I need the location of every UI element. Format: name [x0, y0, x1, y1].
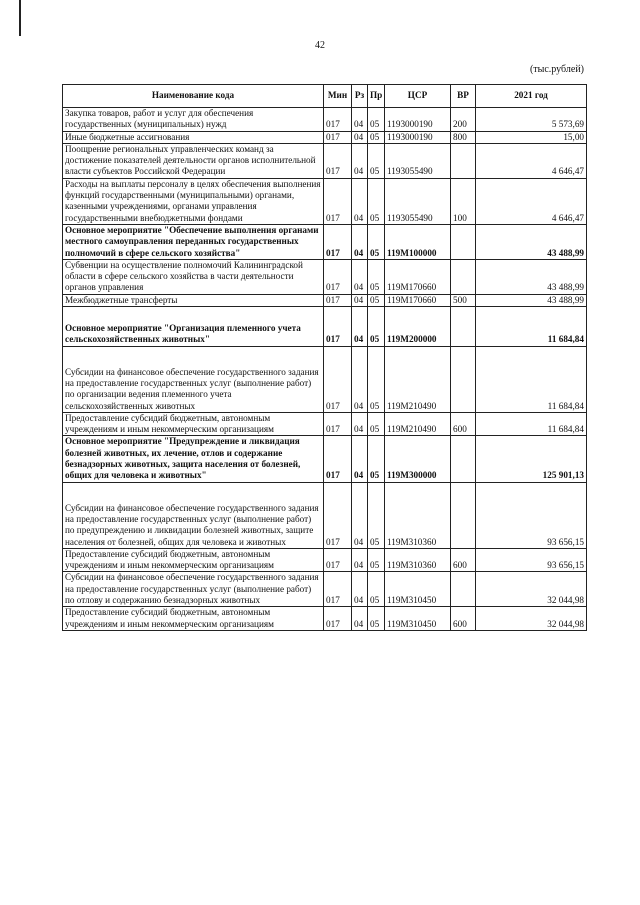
row-vr — [451, 143, 476, 178]
row-vr — [451, 307, 476, 347]
row-amount: 4 646,47 — [476, 178, 587, 224]
col-header-min: Мин — [324, 85, 352, 108]
row-vr: 200 — [451, 108, 476, 132]
row-rz: 04 — [352, 294, 368, 306]
row-amount: 11 684,84 — [476, 307, 587, 347]
row-name: Субвенции на осуществление полномочий Калининградской области в сфере сельского хозяйства в части деятельности органов управления — [63, 259, 324, 294]
row-csr: 119М100000 — [385, 224, 451, 259]
row-csr: 119М310450 — [385, 607, 451, 631]
row-vr — [451, 482, 476, 548]
budget-table — [62, 84, 587, 631]
row-vr — [451, 572, 476, 607]
row-rz: 04 — [352, 143, 368, 178]
row-rz: 04 — [352, 224, 368, 259]
row-amount: 11 684,84 — [476, 346, 587, 412]
row-rz: 04 — [352, 178, 368, 224]
row-name: Субсидии на финансовое обеспечение государственного задания на предоставление государственных услуг (выполнение работ) по предупреждению и ликвидации болезней животных, защите населения от болезней, общих для человека и животных — [63, 482, 324, 548]
row-vr: 800 — [451, 131, 476, 143]
row-rz: 04 — [352, 482, 368, 548]
row-csr: 119М310360 — [385, 548, 451, 572]
row-min: 017 — [324, 178, 352, 224]
row-min: 017 — [324, 224, 352, 259]
row-vr — [451, 224, 476, 259]
row-min: 017 — [324, 294, 352, 306]
table-row — [63, 131, 587, 143]
table-row — [63, 224, 587, 259]
row-pr: 05 — [368, 412, 385, 436]
col-header-rz: Рз — [352, 85, 368, 108]
row-pr: 05 — [368, 131, 385, 143]
table-row — [63, 259, 587, 294]
row-min: 017 — [324, 607, 352, 631]
table-row — [63, 294, 587, 306]
row-amount: 15,00 — [476, 131, 587, 143]
col-header-pr: Пр — [368, 85, 385, 108]
row-csr: 119М170660 — [385, 294, 451, 306]
row-amount: 43 488,99 — [476, 259, 587, 294]
table-row — [63, 307, 587, 347]
row-pr: 05 — [368, 346, 385, 412]
row-name: Предоставление субсидий бюджетным, автономным учреждениям и иным некоммерческим организациям — [63, 412, 324, 436]
row-min: 017 — [324, 346, 352, 412]
row-amount: 93 656,15 — [476, 482, 587, 548]
table-row — [63, 436, 587, 482]
row-rz: 04 — [352, 412, 368, 436]
page-edge-mark — [19, 0, 21, 36]
row-vr: 600 — [451, 607, 476, 631]
row-amount: 4 646,47 — [476, 143, 587, 178]
row-pr: 05 — [368, 259, 385, 294]
col-header-csr: ЦСР — [385, 85, 451, 108]
col-header-amount: 2021 год — [476, 85, 587, 108]
row-csr: 119М170660 — [385, 259, 451, 294]
row-pr: 05 — [368, 436, 385, 482]
row-amount: 43 488,99 — [476, 294, 587, 306]
row-min: 017 — [324, 436, 352, 482]
row-vr: 600 — [451, 548, 476, 572]
row-vr: 600 — [451, 412, 476, 436]
row-min: 017 — [324, 307, 352, 347]
row-amount: 125 901,13 — [476, 436, 587, 482]
row-min: 017 — [324, 131, 352, 143]
row-min: 017 — [324, 259, 352, 294]
row-rz: 04 — [352, 259, 368, 294]
row-name: Предоставление субсидий бюджетным, автономным учреждениям и иным некоммерческим организациям — [63, 548, 324, 572]
row-csr: 119М210490 — [385, 346, 451, 412]
row-rz: 04 — [352, 572, 368, 607]
row-name: Поощрение региональных управленческих команд за достижение показателей деятельности органов исполнительной власти субъектов Российской Федерации — [63, 143, 324, 178]
row-vr — [451, 346, 476, 412]
page-number: 42 — [315, 40, 325, 51]
row-pr: 05 — [368, 307, 385, 347]
table-row — [63, 412, 587, 436]
row-name: Основное мероприятие "Предупреждение и ликвидация болезней животных, их лечение, отлов и содержание безнадзорных животных, защита населения от болезней, общих для человека и животных" — [63, 436, 324, 482]
row-amount: 5 573,69 — [476, 108, 587, 132]
row-pr: 05 — [368, 108, 385, 132]
row-min: 017 — [324, 548, 352, 572]
table-header-row — [63, 85, 587, 108]
row-name: Основное мероприятие "Организация племенного учета сельскохозяйственных животных" — [63, 307, 324, 347]
row-vr: 100 — [451, 178, 476, 224]
table-row — [63, 178, 587, 224]
row-csr: 1193000190 — [385, 131, 451, 143]
table-row — [63, 143, 587, 178]
row-rz: 04 — [352, 108, 368, 132]
row-csr: 119М300000 — [385, 436, 451, 482]
row-rz: 04 — [352, 607, 368, 631]
row-vr — [451, 436, 476, 482]
row-amount: 43 488,99 — [476, 224, 587, 259]
table-row — [63, 346, 587, 412]
col-header-vr: ВР — [451, 85, 476, 108]
table-row — [63, 572, 587, 607]
row-rz: 04 — [352, 346, 368, 412]
row-name: Расходы на выплаты персоналу в целях обеспечения выполнения функций государственными (муниципальными) органами, казенными учреждениями, органами управления государственными внебюджетными фондами — [63, 178, 324, 224]
row-pr: 05 — [368, 482, 385, 548]
units-label: (тыс.рублей) — [529, 64, 584, 75]
row-csr: 1193055490 — [385, 178, 451, 224]
row-amount: 32 044,98 — [476, 572, 587, 607]
row-pr: 05 — [368, 572, 385, 607]
row-csr: 119М310450 — [385, 572, 451, 607]
row-name: Межбюджетные трансферты — [63, 294, 324, 306]
row-pr: 05 — [368, 178, 385, 224]
row-rz: 04 — [352, 548, 368, 572]
row-csr: 1193000190 — [385, 108, 451, 132]
row-amount: 32 044,98 — [476, 607, 587, 631]
row-name: Субсидии на финансовое обеспечение государственного задания на предоставление государственных услуг (выполнение работ) по организации ведения племенного учета сельскохозяйственных животных — [63, 346, 324, 412]
row-name: Основное мероприятие "Обеспечение выполнения органами местного самоуправления переданных государственных полномочий в сфере сельского хозяйства" — [63, 224, 324, 259]
row-csr: 119М310360 — [385, 482, 451, 548]
row-amount: 11 684,84 — [476, 412, 587, 436]
table-body — [63, 108, 587, 631]
row-pr: 05 — [368, 607, 385, 631]
row-min: 017 — [324, 143, 352, 178]
col-header-name: Наименование кода — [63, 85, 324, 108]
row-name: Субсидии на финансовое обеспечение государственного задания на предоставление государственных услуг (выполнение работ) по отлову и содержанию безнадзорных животных — [63, 572, 324, 607]
row-pr: 05 — [368, 548, 385, 572]
row-pr: 05 — [368, 224, 385, 259]
row-rz: 04 — [352, 307, 368, 347]
row-pr: 05 — [368, 294, 385, 306]
row-name: Закупка товаров, работ и услуг для обеспечения государственных (муниципальных) нужд — [63, 108, 324, 132]
row-min: 017 — [324, 108, 352, 132]
row-csr: 119М210490 — [385, 412, 451, 436]
row-name: Иные бюджетные ассигнования — [63, 131, 324, 143]
row-rz: 04 — [352, 436, 368, 482]
row-csr: 1193055490 — [385, 143, 451, 178]
row-rz: 04 — [352, 131, 368, 143]
table-row — [63, 108, 587, 132]
row-csr: 119М200000 — [385, 307, 451, 347]
row-min: 017 — [324, 412, 352, 436]
row-vr: 500 — [451, 294, 476, 306]
row-name: Предоставление субсидий бюджетным, автономным учреждениям и иным некоммерческим организациям — [63, 607, 324, 631]
table-row — [63, 482, 587, 548]
table-row — [63, 548, 587, 572]
row-amount: 93 656,15 — [476, 548, 587, 572]
row-vr — [451, 259, 476, 294]
table-row — [63, 607, 587, 631]
row-min: 017 — [324, 572, 352, 607]
row-pr: 05 — [368, 143, 385, 178]
row-min: 017 — [324, 482, 352, 548]
